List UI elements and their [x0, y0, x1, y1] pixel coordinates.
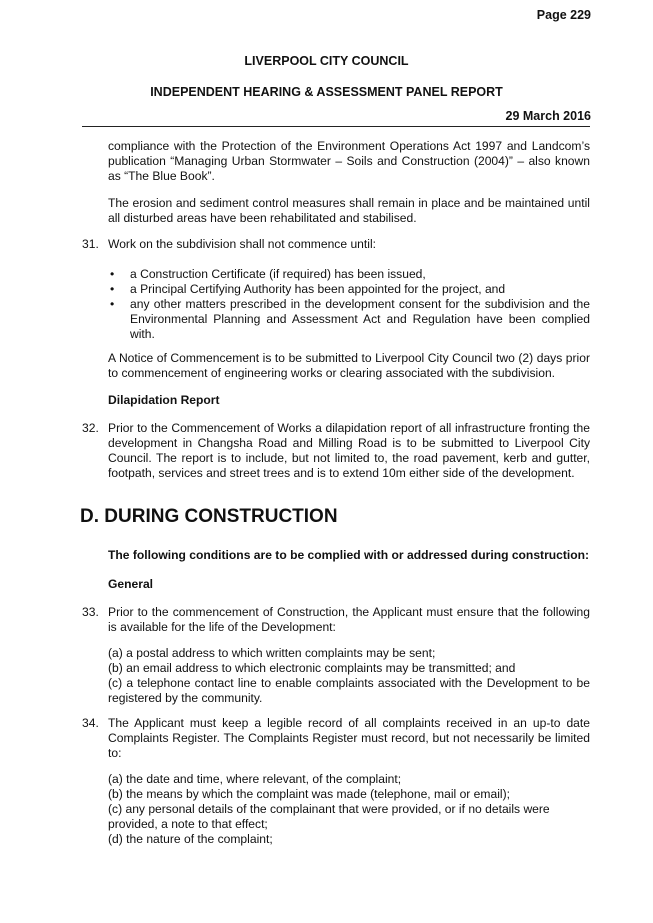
list-item: (a) a postal address to which written complaints may be sent;: [108, 646, 436, 660]
dilapidation-heading: Dilapidation Report: [108, 393, 220, 407]
notice-paragraph: A Notice of Commencement is to be submitted to Liverpool City Council two (2) days prior to commencement of engineering works or clearing associated with the subdivision.: [108, 351, 590, 380]
list-item: (a) the date and time, where relevant, of the complaint;: [108, 772, 402, 786]
intro-paragraph: compliance with the Protection of the Environment Operations Act 1997 and Landcom’s publication “Managing Urban Stormwater – Soils and Construction (2004)” – also known as “The Blue Book”.: [108, 139, 590, 183]
list-item: (b) the means by which the complaint was made (telephone, mail or email);: [108, 787, 510, 801]
list-item: (b) an email address to which electronic complaints may be transmitted; and: [108, 661, 516, 675]
general-heading: General: [108, 577, 154, 591]
erosion-paragraph: The erosion and sediment control measures shall remain in place and be maintained until all disturbed areas have been rehabilitated and stabilised.: [108, 196, 590, 225]
page-number: Page 229: [536, 8, 591, 22]
condition-33-items: [108, 646, 590, 706]
section-d-heading: D. DURING CONSTRUCTION: [80, 506, 338, 527]
list-item: (c) a telephone contact line to enable complaints associated with the Development to be registered by the community.: [108, 676, 590, 705]
list-item: (c) any personal details of the complainant that were provided, or if no details were provided, a note to that effect;: [108, 802, 550, 831]
list-item: • a Principal Certifying Authority has been appointed for the project, and: [108, 282, 590, 297]
condition-32-number: 32.: [82, 421, 99, 435]
list-item: (d) the nature of the complaint;: [108, 832, 273, 846]
section-d-intro: The following conditions are to be complied with or addressed during construction:: [108, 548, 590, 562]
condition-34-text: The Applicant must keep a legible record of all complaints received in an up-to date Complaints Register. The Complaints Register must record, but not necessarily be limited to:: [108, 716, 590, 760]
condition-34-items: [108, 772, 590, 847]
council-name: LIVERPOOL CITY COUNCIL: [244, 54, 409, 68]
report-title: INDEPENDENT HEARING & ASSESSMENT PANEL REPORT: [150, 85, 503, 99]
condition-33-number: 33.: [82, 605, 99, 619]
header-rule: [82, 126, 590, 127]
list-item: • any other matters prescribed in the development consent for the subdivision and the Environmental Planning and Assessment Act and Regulation have been complied with.: [108, 297, 590, 342]
condition-31-bullets: [108, 267, 590, 342]
condition-32-text: Prior to the Commencement of Works a dilapidation report of all infrastructure fronting the development in Changsha Road and Milling Road is to be submitted to Liverpool City Council. The report is to include, but not limited to, the road pavement, kerb and gutter, footpath, services and street trees and is to extend 10m either side of the development.: [108, 421, 590, 480]
report-date: 29 March 2016: [505, 109, 591, 123]
condition-31-text: Work on the subdivision shall not commence until:: [108, 237, 376, 251]
condition-34-number: 34.: [82, 716, 99, 730]
list-item: • a Construction Certificate (if required) has been issued,: [108, 267, 590, 282]
condition-31-number: 31.: [82, 237, 99, 251]
condition-33-text: Prior to the commencement of Construction, the Applicant must ensure that the following is available for the life of the Development:: [108, 605, 590, 634]
